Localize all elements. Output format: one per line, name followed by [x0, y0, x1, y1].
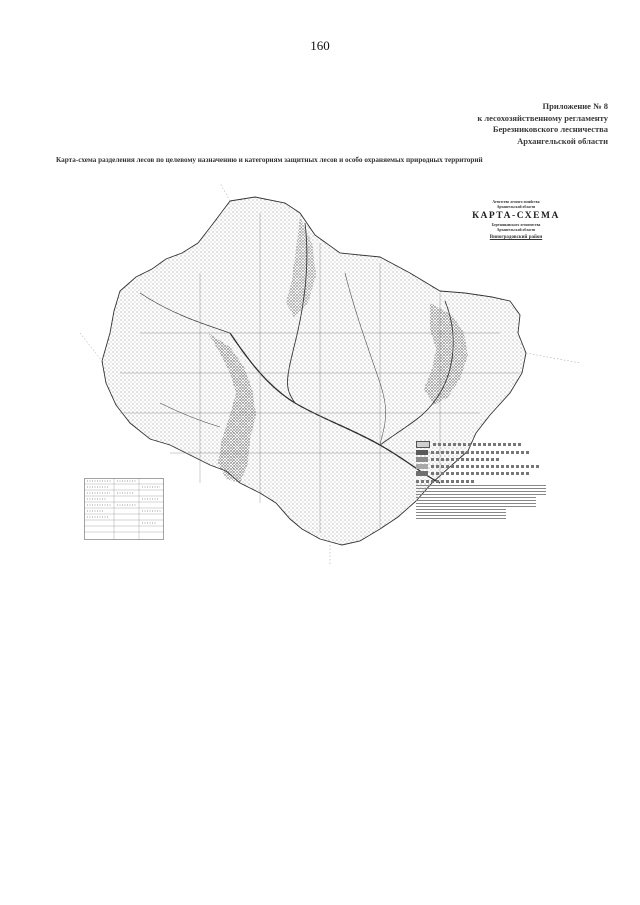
- left-table: [84, 478, 164, 540]
- appendix-line-4: Архангельской области: [517, 135, 608, 146]
- page-number: 160: [310, 38, 330, 53]
- legend-row: [416, 509, 556, 521]
- map-header-block: [460, 200, 572, 240]
- legend-swatch: [416, 450, 428, 455]
- legend-lines: [416, 480, 476, 483]
- legend-row: [416, 471, 556, 476]
- map-header-line-2: Архангельской области: [496, 204, 536, 209]
- legend-lines: [431, 472, 531, 475]
- legend-swatch: [416, 471, 428, 476]
- legend-swatch: [416, 441, 430, 448]
- legend-row: [416, 497, 556, 507]
- legend-lines: [431, 451, 531, 454]
- legend-lines: [431, 458, 501, 461]
- map-legend: [416, 441, 556, 561]
- legend-row: [416, 480, 556, 483]
- map-header-line-3: Березниковского лесничества: [491, 223, 541, 227]
- legend-row: [416, 464, 556, 469]
- legend-swatch: [416, 457, 428, 462]
- map-header-district: Виноградовский район: [489, 235, 543, 240]
- appendix-line-2: к лесохозяйственному регламенту: [477, 112, 608, 123]
- legend-lines: [416, 509, 506, 521]
- legend-lines: [433, 443, 523, 446]
- appendix-line-1: Приложение № 8: [542, 101, 608, 111]
- map-header-line-1: Агентство лесного хозяйства: [492, 200, 540, 204]
- legend-row: [416, 457, 556, 462]
- appendix-line-3: Березниковского лесничества: [492, 124, 608, 134]
- appendix-block: [408, 101, 608, 147]
- map-header-line-4: Архангельской области: [496, 227, 536, 232]
- legend-row: [416, 441, 556, 448]
- legend-swatch: [416, 464, 428, 469]
- legend-lines: [431, 465, 541, 468]
- map-header-title: КАРТА-СХЕМА: [472, 211, 560, 221]
- map-title: Карта-схема разделения лесов по целевому назначению и категориям защитных лесов и особо охраняемых природных территорий: [56, 156, 483, 164]
- left-table-grid: [84, 478, 164, 540]
- legend-row: [416, 485, 556, 495]
- legend-row: [416, 450, 556, 455]
- legend-lines: [416, 497, 536, 507]
- legend-lines: [416, 485, 546, 495]
